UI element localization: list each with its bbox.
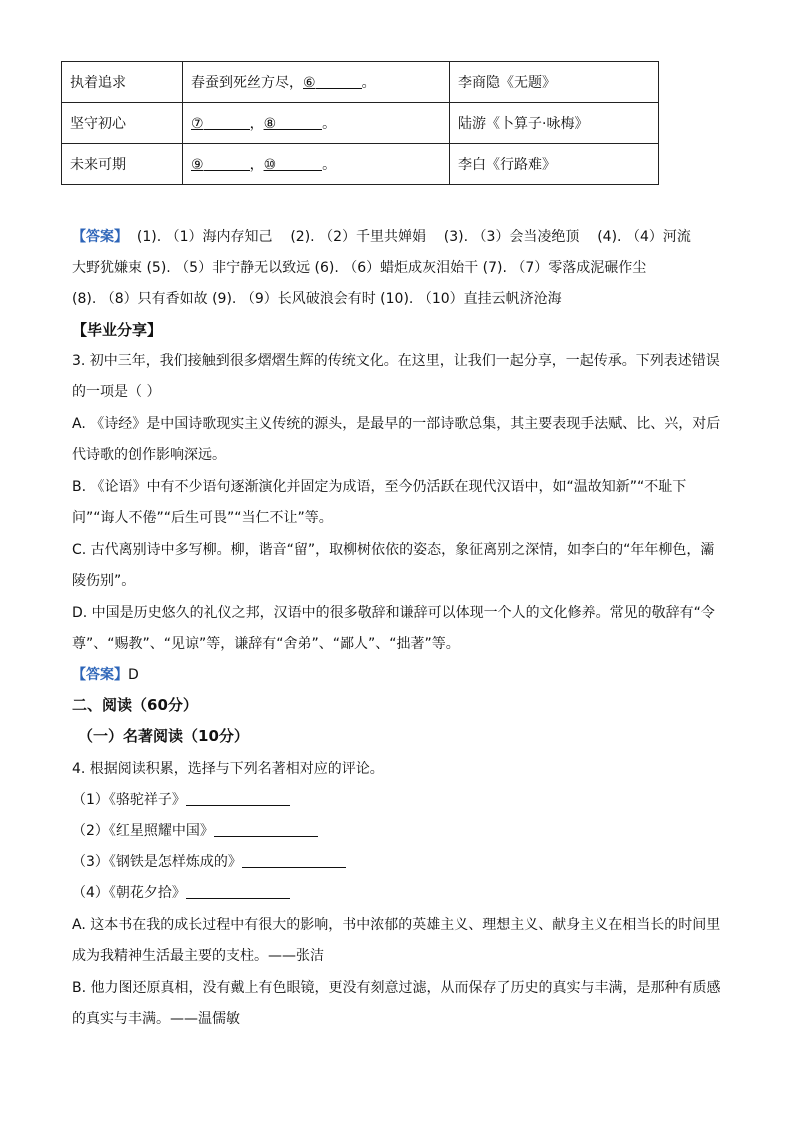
answer-tag: 【答案】: [72, 229, 128, 245]
blank-mark: ⑦: [191, 115, 250, 132]
question-stem: 的一项是（ ）: [72, 384, 161, 400]
answer-line: 【答案】D: [72, 667, 139, 683]
theme-cell: 坚守初心: [62, 103, 183, 144]
question-stem: 3. 初中三年，我们接触到很多熠熠生辉的传统文化。在这里，让我们一起分享，一起传承。下列表述错误: [72, 353, 720, 369]
poem-fill-table: [61, 61, 659, 185]
comment-a: A. 这本书在我的成长过程中有很大的影响，书中浓郁的英雄主义、理想主义、献身主义在相当长的时间里: [72, 917, 721, 933]
source-cell: 李白《行路难》: [450, 144, 659, 185]
answer-blank: [276, 115, 322, 130]
book-item: （2）《红星照耀中国》: [72, 820, 318, 840]
book-item: （4）《朝花夕拾》: [72, 882, 290, 902]
option-a: 代诗歌的创作影响深远。: [72, 447, 226, 463]
option-d: D. 中国是历史悠久的礼仪之邦，汉语中的很多敬辞和谦辞可以体现一个人的文化修养。常见的敬辞有“令: [72, 605, 715, 621]
subsection-heading: （一）名著阅读（10分）: [78, 727, 249, 745]
answer-line: 【答案】 (1). （1）海内存知己 (2). （2）千里共婵娟 (3). （3）会当凌绝顶 (4). （4）河流: [72, 229, 691, 245]
option-b: 问”“诲人不倦”“后生可畏”“当仁不让”等。: [72, 510, 333, 526]
blank-mark: ⑥: [303, 74, 362, 91]
section-heading: 【毕业分享】: [72, 321, 163, 339]
option-c: C. 古代离别诗中多写柳。柳，谐音“留”，取柳树依依的姿态，象征离别之深情，如李白的“年年柳色，灞: [72, 542, 715, 558]
comment-b: 的真实与丰满。——温儒敏: [72, 1011, 240, 1027]
option-d: 尊”、“赐教”、“见谅”等，谦辞有“舍弟”、“鄙人”、“拙著”等。: [72, 636, 460, 652]
answer-blank: [204, 156, 250, 171]
source-cell: 李商隐《无题》: [450, 62, 659, 103]
blank-mark: ⑧: [264, 115, 323, 132]
comment-a: 成为我精神生活最主要的支柱。——张洁: [72, 948, 324, 964]
verse-cell: 春蚕到死丝方尽，⑥ 。: [183, 62, 450, 103]
answer-blank: [242, 853, 346, 868]
section-heading: 二、阅读（60分）: [72, 696, 198, 714]
verse-cell: ⑦ ，⑧ 。: [183, 103, 450, 144]
blank-mark: ⑨: [191, 156, 250, 173]
table-row: [62, 62, 659, 103]
option-b: B. 《论语》中有不少语句逐渐演化并固定为成语，至今仍活跃在现代汉语中，如“温故知新”“不耻下: [72, 479, 687, 495]
option-c: 陵伤别”。: [72, 573, 136, 589]
source-cell: 陆游《卜算子·咏梅》: [450, 103, 659, 144]
answer-tag: 【答案】: [72, 667, 128, 683]
theme-cell: 执着追求: [62, 62, 183, 103]
question-stem: 4. 根据阅读积累，选择与下列名著相对应的评论。: [72, 761, 384, 777]
answer-blank: [186, 884, 290, 899]
answer-blank: [214, 822, 318, 837]
answer-line: 大野犹嫌束 (5). （5）非宁静无以致远 (6). （6）蜡炬成灰泪始干 (7). （7）零落成泥碾作尘: [72, 260, 647, 276]
table-row: [62, 103, 659, 144]
answer-blank: [204, 115, 250, 130]
theme-cell: 未来可期: [62, 144, 183, 185]
table-row: [62, 144, 659, 185]
answer-blank: [316, 74, 362, 89]
comment-b: B. 他力图还原真相，没有戴上有色眼镜，更没有刻意过滤，从而保存了历史的真实与丰满，是那种有质感: [72, 980, 721, 996]
blank-mark: ⑩: [264, 156, 323, 173]
answer-blank: [186, 791, 290, 806]
answer-line: (8). （8）只有香如故 (9). （9）长风破浪会有时 (10). （10）直挂云帆济沧海: [72, 291, 562, 307]
verse-cell: ⑨ ，⑩ 。: [183, 144, 450, 185]
book-item: （1）《骆驼祥子》: [72, 789, 290, 809]
option-a: A. 《诗经》是中国诗歌现实主义传统的源头，是最早的一部诗歌总集，其主要表现手法赋、比、兴，对后: [72, 416, 721, 432]
answer-blank: [276, 156, 322, 171]
book-item: （3）《钢铁是怎样炼成的》: [72, 851, 346, 871]
